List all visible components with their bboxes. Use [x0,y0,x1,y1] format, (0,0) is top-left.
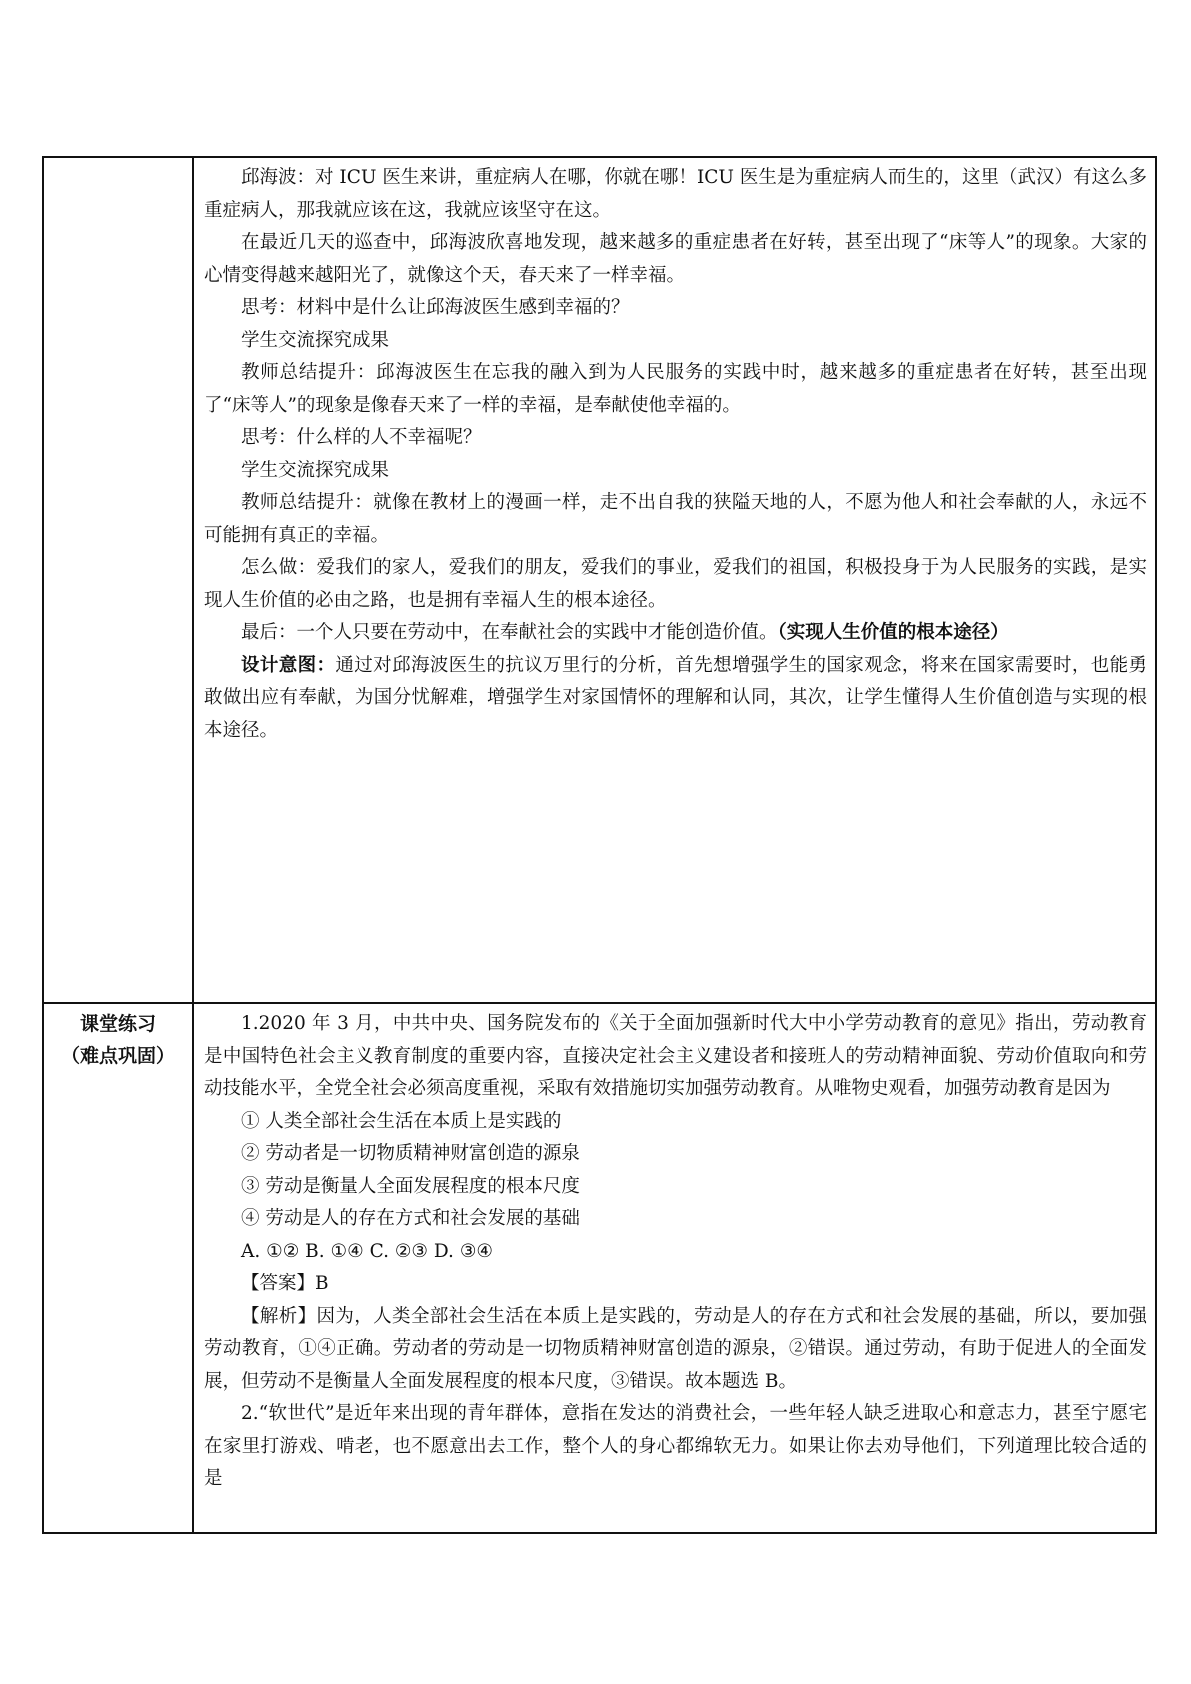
paragraph: 学生交流探究成果 [241,329,390,351]
question-option: ② 劳动者是一切物质精神财富创造的源泉 [241,1143,580,1164]
paragraph: 思考：什么样的人不幸福呢？ [241,427,482,448]
question-option: ① 人类全部社会生活在本质上是实践的 [241,1110,562,1132]
exercise-content-cell [193,1003,1156,1533]
paragraph: 在最近几天的巡查中，邱海波欣喜地发现，越来越多的重症患者在好转，甚至出现了“床等人”的现象。大家的心情变得越来越阳光了，就像这个天，春天来了一样幸福。 [204,232,1147,286]
question-option: ③ 劳动是衡量人全面发展程度的根本尺度 [241,1175,580,1197]
paragraph: 邱海波：对 ICU 医生来讲，重症病人在哪，你就在哪！ICU 医生是为重症病人而生的，这里（武汉）有这么多重症病人，那我就应该在这，我就应该坚守在这。 [204,167,1147,221]
conclusion-text: 最后：一个人只要在劳动中，在奉献社会的实践中才能创造价值。 [241,622,778,643]
paragraph: 怎么做：爱我们的家人，爱我们的朋友，爱我们的事业，爱我们的祖国，积极投身于为人民服务的实践，是实现人生价值的必由之路，也是拥有幸福人生的根本途径。 [204,557,1147,611]
section-label: 课堂练习 [79,1013,156,1035]
question-option: ④ 劳动是人的存在方式和社会发展的基础 [241,1208,580,1229]
design-intent-text: 通过对邱海波医生的抗议万里行的分析，首先想增强学生的国家观念，将来在国家需要时，也能勇敢做出应有奉献，为国分忧解难，增强学生对家国情怀的理解和认同，其次，让学生懂得人生价值创造与实现的根本途径。 [204,654,1147,741]
question-stem: 2.“软世代”是近年来出现的青年群体，意指在发达的消费社会，一些年轻人缺乏进取心和意志力，甚至宁愿宅在家里打游戏、啃老，也不愿意出去工作，整个人的身心都绵软无力。如果让你去劝导他们，下列道理比较合适的是 [204,1403,1147,1489]
section-label-cell [43,1003,193,1533]
paragraph: 思考：材料中是什么让邱海波医生感到幸福的？ [241,297,630,318]
conclusion-emphasis: （实现人生价值的根本途径） [777,622,1009,643]
paragraph: 学生交流探究成果 [241,459,390,481]
table-row [43,157,1156,1003]
paragraph: 教师总结提升：邱海波医生在忘我的融入到为人民服务的实践中时，越来越多的重症患者在好转，甚至出现了“床等人”的现象是像春天来了一样的幸福，是奉献使他幸福的。 [204,362,1147,416]
design-intent-label: 设计意图： [241,654,336,676]
design-intent-paragraph [204,650,1147,748]
paragraph: 教师总结提升：就像在教材上的漫画一样，走不出自我的狭隘天地的人，不愿为他人和社会奉献的人，永远不可能拥有真正的幸福。 [204,492,1147,546]
activity-content-cell [193,157,1156,1003]
table-row [43,1003,1156,1533]
answer-choices: A. ①② B. ①④ C. ②③ D. ③④ [241,1240,493,1262]
answer: 【答案】B [241,1273,329,1294]
conclusion-paragraph [204,617,1147,650]
lesson-plan-table [42,156,1157,1534]
question-stem: 1.2020 年 3 月，中共中央、国务院发布的《关于全面加强新时代大中小学劳动教育的意见》指出，劳动教育是中国特色社会主义教育制度的重要内容，直接决定社会主义建设者和接班人的劳动精神面貌、劳动价值取向和劳动技能水平，全党全社会必须高度重视，采取有效措施切实加强劳动教育。从唯物史观看，加强劳动教育是因为 [204,1013,1147,1099]
analysis: 【解析】因为，人类全部社会生活在本质上是实践的，劳动是人的存在方式和社会发展的基础，所以，要加强劳动教育，①④正确。劳动者的劳动是一切物质精神财富创造的源泉，②错误。通过劳动，有助于促进人的全面发展，但劳动不是衡量人全面发展程度的根本尺度，③错误。故本题选 B。 [204,1305,1147,1392]
empty-label-cell [43,157,193,1003]
section-sublabel: （难点巩固） [60,1045,175,1067]
